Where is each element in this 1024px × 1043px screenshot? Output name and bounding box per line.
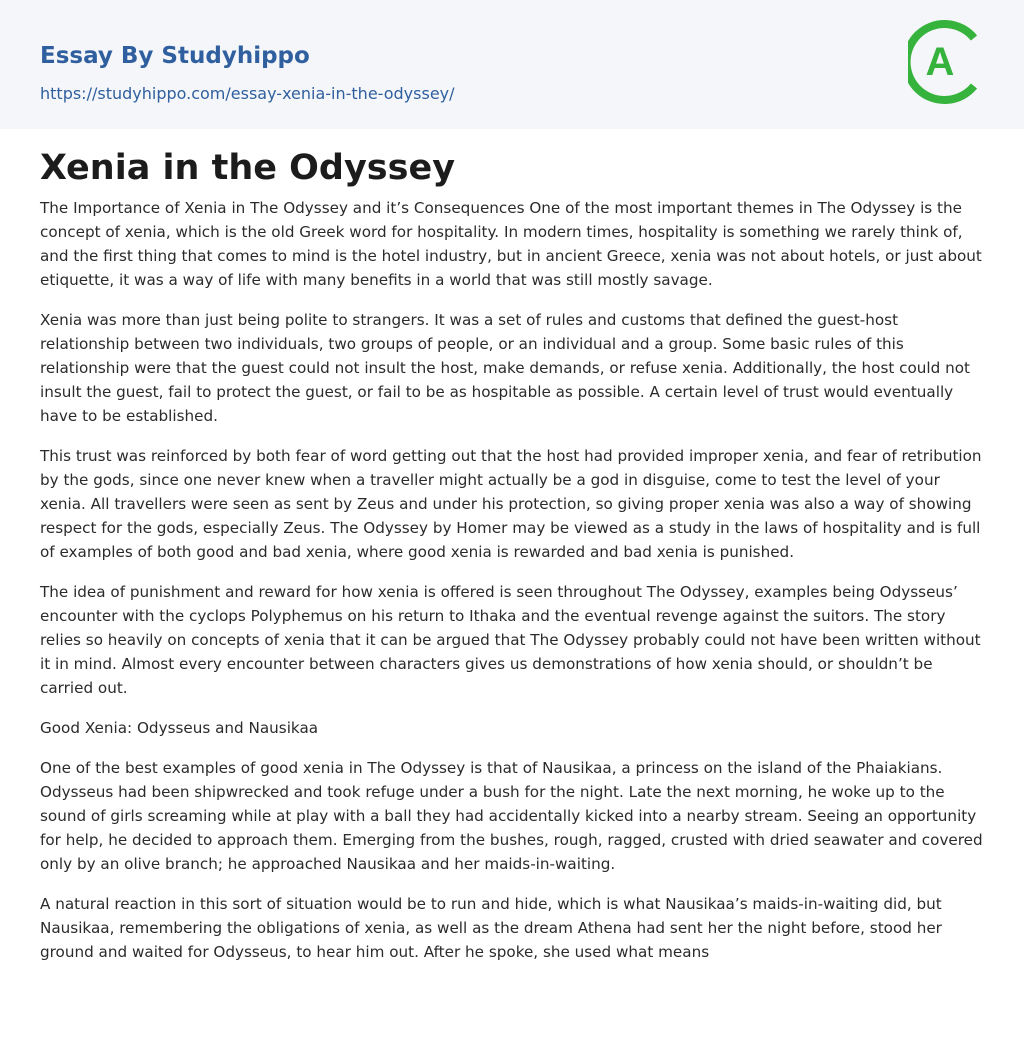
logo-letter: A: [925, 40, 955, 84]
section-heading: Good Xenia: Odysseus and Nausikaa: [40, 719, 319, 737]
essay-paragraph: Xenia was more than just being polite to strangers. It was a set of rules and customs that defined the guest-host relationship between two individuals, two groups of people, or an individual and a group. Some basic rules of this relationship were that the guest could not insult the host, make demands, or refuse xenia. Additionally, the host could not insult the guest, fail to protect the guest, or fail to be as hospitable as possible. A certain level of trust would eventually have to be established.: [40, 311, 970, 425]
source-url-link[interactable]: https://studyhippo.com/essay-xenia-in-the-odyssey/: [40, 84, 455, 103]
essay-title: Xenia in the Odyssey: [40, 148, 456, 188]
essay-paragraph: This trust was reinforced by both fear of word getting out that the host had provided improper xenia, and fear of retribution by the gods, since one never knew when a traveller might actually be a god in disguise, come to test the level of your xenia. All travellers were seen as sent by Zeus and under his protection, so giving proper xenia was also a way of showing respect for the gods, especially Zeus. The Odyssey by Homer may be viewed as a study in the laws of hospitality and is full of examples of both good and bad xenia, where good xenia is rewarded and bad xenia is punished.: [40, 447, 982, 561]
essay-paragraph: The Importance of Xenia in The Odyssey and it’s Consequences One of the most important themes in The Odyssey is the concept of xenia, which is the old Greek word for hospitality. In modern times, hospitality is something we rarely think of, and the first thing that comes to mind is the hotel industry, but in ancient Greece, xenia was not about hotels, or just about etiquette, it was a way of life with many benefits in a world that was still mostly savage.: [40, 199, 982, 289]
essay-paragraph: A natural reaction in this sort of situation would be to run and hide, which is what Nausikaa’s maids-in-waiting did, but Nausikaa, remembering the obligations of xenia, as well as the dream Athena had sent her the night before, stood her ground and waited for Odysseus, to hear him out. After he spoke, she used what means: [40, 895, 942, 961]
brand-title: Essay By Studyhippo: [40, 43, 310, 69]
studyhippo-logo-icon: [908, 18, 988, 106]
essay-body: [40, 196, 984, 980]
essay-paragraph: The idea of punishment and reward for how xenia is offered is seen throughout The Odyssey, examples being Odysseus’ encounter with the cyclops Polyphemus on his return to Ithaka and the eventual revenge against the suitors. The story relies so heavily on concepts of xenia that it can be argued that The Odyssey probably could not have been written without it in mind. Almost every encounter between characters gives us demonstrations of how xenia should, or shouldn’t be carried out.: [40, 583, 981, 697]
essay-paragraph: One of the best examples of good xenia in The Odyssey is that of Nausikaa, a princess on the island of the Phaiakians. Odysseus had been shipwrecked and took refuge under a bush for the night. Late the next morning, he woke up to the sound of girls screaming while at play with a ball they had accidentally kicked into a nearby stream. Seeing an opportunity for help, he decided to approach them. Emerging from the bushes, rough, ragged, crusted with dried seawater and covered only by an olive branch; he approached Nausikaa and her maids-in-waiting.: [40, 759, 983, 873]
